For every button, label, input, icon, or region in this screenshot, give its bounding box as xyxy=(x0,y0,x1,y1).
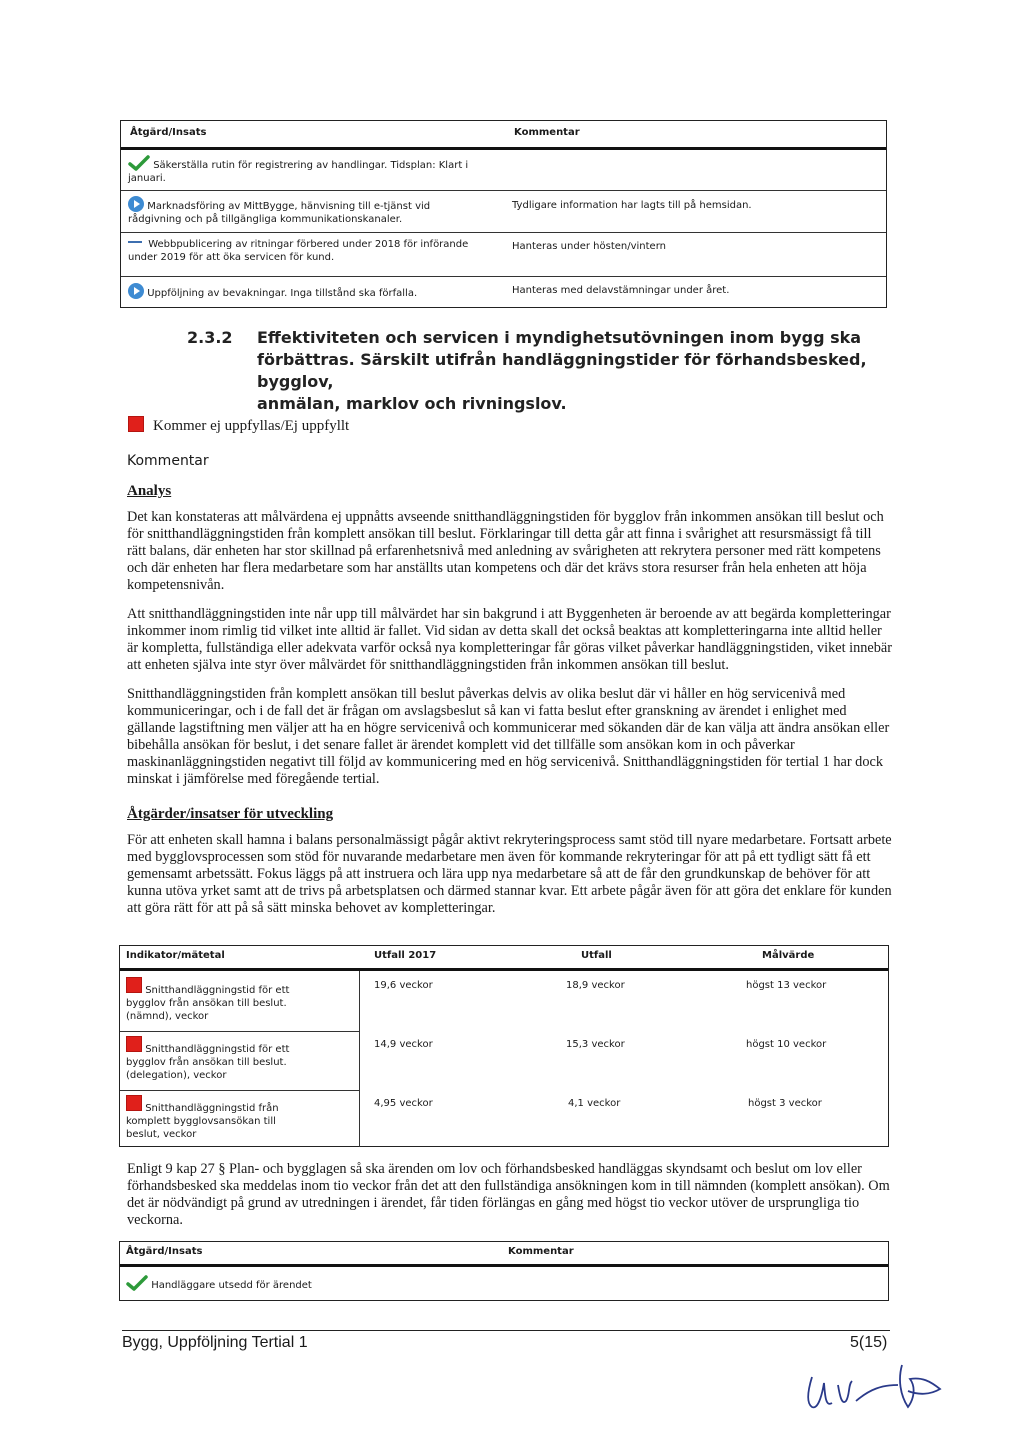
outcome-value: 4,1 veckor xyxy=(568,1098,621,1109)
header-outcome-2017: Utfall 2017 xyxy=(374,950,437,961)
outcome-2017-value: 4,95 veckor xyxy=(374,1098,433,1109)
signature-image xyxy=(790,1355,960,1425)
header-comment: Kommentar xyxy=(508,1246,574,1257)
analysis-heading: Analys xyxy=(127,483,172,499)
target-value: högst 10 veckor xyxy=(746,1039,827,1050)
indicator-label: Snitthandläggningstid för ett bygglov från ansökan till beslut. (nämnd), veckor xyxy=(126,985,290,1022)
comment-text: Hanteras under hösten/vintern xyxy=(512,241,666,252)
action-text: Marknadsföring av MittBygge, hänvisning till e-tjänst vid rådgivning och på tillgängliga kommunikationskanaler. xyxy=(128,201,431,225)
table-row xyxy=(128,196,473,226)
bottom-action-table xyxy=(119,1241,889,1301)
comment-label: Kommentar xyxy=(127,453,209,469)
status-indicator xyxy=(128,416,349,435)
table-row xyxy=(128,238,488,264)
analysis-body xyxy=(127,509,892,788)
measures-paragraph: För att enheten skall hamna i balans personalmässigt pågår aktivt rekryteringsprocess samt stöd till nyare medarbetare. Fortsatt arbete med bygglovsprocessen som stöd för nuvarande medarbetare men även för kommande rekryteringar för att på ett tydligt sätt få ett gemensamt arbetssätt. Fokus läggs på att instruera och lära upp nya medarbetare så att de får den grundkunskap de behöver för att kunna utöva yrket samt att de trivs på arbetsplatsen och därmed stannar kvar. Ett arbete pågår även för att göra det enklare för kunden att göra rätt för att på så sätt minska behovet av kompletteringar. xyxy=(127,832,892,916)
action-text: Säkerställa rutin för registrering av handlingar. Tidsplan: Klart i januari. xyxy=(128,160,469,184)
measures-heading: Åtgärder/insatser för utveckling xyxy=(127,806,334,822)
target-value: högst 13 veckor xyxy=(746,980,827,991)
analysis-paragraph: Snitthandläggningstiden från komplett ansökan till beslut påverkas delvis av olika beslut där vi håller en hög servicenivå med kommuniceringar, och i de fall det är frågan om avslagsbeslut så kan vi fatta beslut efter granskning av ärendet i enlighet med gällande lagstiftning men väljer att ha en högre servicenivå och kommunicerar med sökanden där de kan välja att ändra ansökan eller bibehålla ansökan för beslut, i det senare fallet är ärendet komplett vid det tillfälle som ansökan kom in och påverkar maskinanläggningstiden negativt till följd av kommunicering med en hög servicenivå. Snitthandläggningstiden för tertial 1 har dock minskat i jämförelse med föregående tertial. xyxy=(127,686,890,787)
section-title xyxy=(257,327,917,415)
red-square-icon xyxy=(126,1095,142,1111)
action-text: Handläggare utsedd för ärendet xyxy=(151,1280,312,1291)
comment-text: Tydligare information har lagts till på hemsidan. xyxy=(512,200,752,211)
action-text: Uppföljning av bevakningar. Inga tillstånd ska förfalla. xyxy=(147,288,418,299)
dash-icon xyxy=(128,241,142,243)
status-label: Kommer ej uppfyllas/Ej uppfyllt xyxy=(153,418,350,434)
header-indicator: Indikator/mätetal xyxy=(126,950,225,961)
table-row xyxy=(128,155,488,185)
section-title-line: anmälan, marklov och rivningslov. xyxy=(257,394,567,413)
header-action: Åtgärd/Insats xyxy=(126,1246,203,1257)
comment-text: Hanteras med delavstämningar under året. xyxy=(512,285,730,296)
section-number: 2.3.2 xyxy=(187,328,233,347)
indicator-label: Snitthandläggningstid från komplett bygglovsansökan till beslut, veckor xyxy=(126,1103,279,1140)
checkmark-icon xyxy=(126,1275,148,1291)
analysis-paragraph: Det kan konstateras att målvärdena ej uppnåtts avseende snitthandläggningstiden för bygglov från inkommen ansökan till beslut och för snitthandläggningstiden från komplett ansökan till beslut. Förklaringar till detta går att finna i svårighet att resursmässigt få till rätt balans, där enheten har stor skillnad på erfarenhetsnivå med anledning av svårigheten att rekrytera personer med rätt kompetens och där enheten har flera medarbetare som har anställts utan kompetens och där det krävs stora resurser från hela enheten att höja kompetensnivån. xyxy=(127,509,884,593)
top-action-table xyxy=(120,120,887,308)
outcome-value: 15,3 veckor xyxy=(566,1039,625,1050)
indicator-table xyxy=(119,945,889,1147)
footer-title: Bygg, Uppföljning Tertial 1 xyxy=(122,1334,308,1351)
analysis-paragraph: Att snitthandläggningstiden inte når upp till målvärdet har sin bakgrund i att Byggenheten är beroende av att begärda kompletteringar inkommer inom rimlig tid vilket inte alltid är fallet. Vid sidan av detta skall det också beaktas att kompletteringarna inte alltid heller är kompletta, fullständiga eller adekvata varför också nya kompletteringar får göras vilket påverkar handläggningstiden, viket innebär att enheten själva inte styr över målvärdet för snitthandläggningstiden från inkommen ansökan till beslut. xyxy=(127,606,892,673)
table-row xyxy=(126,977,306,1023)
checkmark-icon xyxy=(128,155,150,171)
header-target: Målvärde xyxy=(762,950,815,961)
red-square-icon xyxy=(126,977,142,993)
table-header xyxy=(121,121,886,150)
play-circle-icon xyxy=(128,283,144,299)
target-value: högst 3 veckor xyxy=(748,1098,822,1109)
page-number: 5(15) xyxy=(850,1334,888,1351)
header-outcome: Utfall xyxy=(581,950,612,961)
table-header xyxy=(120,1242,888,1267)
table-row xyxy=(126,1036,311,1082)
red-square-icon xyxy=(126,1036,142,1052)
law-paragraph: Enligt 9 kap 27 § Plan- och bygglagen så ska ärenden om lov och förhandsbesked handläggas skyndsamt och beslut om lov eller förhandsbesked ska meddelas inom tio veckor från det att den fullständiga ansökningen kom in till nämnden (komplett ansökan). Om det är nödvändigt på grund av utredningen i ärendet, får tiden förlängas en gång med högst tio veckor utöver de ursprungliga tio veckorna. xyxy=(127,1161,890,1228)
indicator-label: Snitthandläggningstid för ett bygglov från ansökan till beslut. (delegation), veckor xyxy=(126,1044,290,1081)
table-row xyxy=(126,1275,486,1292)
table-header xyxy=(120,946,888,971)
header-action: Åtgärd/Insats xyxy=(130,127,207,138)
play-circle-icon xyxy=(128,196,144,212)
header-comment: Kommentar xyxy=(514,127,580,138)
red-square-icon xyxy=(128,416,144,432)
table-row xyxy=(126,1095,306,1141)
action-text: Webbpublicering av ritningar förbered under 2018 för införande under 2019 för att öka servicen för kund. xyxy=(128,239,469,263)
section-title-line: Effektiviteten och servicen i myndighetsutövningen inom bygg ska xyxy=(257,328,862,347)
outcome-2017-value: 14,9 veckor xyxy=(374,1039,433,1050)
outcome-2017-value: 19,6 veckor xyxy=(374,980,433,991)
outcome-value: 18,9 veckor xyxy=(566,980,625,991)
section-title-line: förbättras. Särskilt utifrån handläggningstider för förhandsbesked, bygglov, xyxy=(257,350,867,391)
table-row xyxy=(128,283,488,300)
